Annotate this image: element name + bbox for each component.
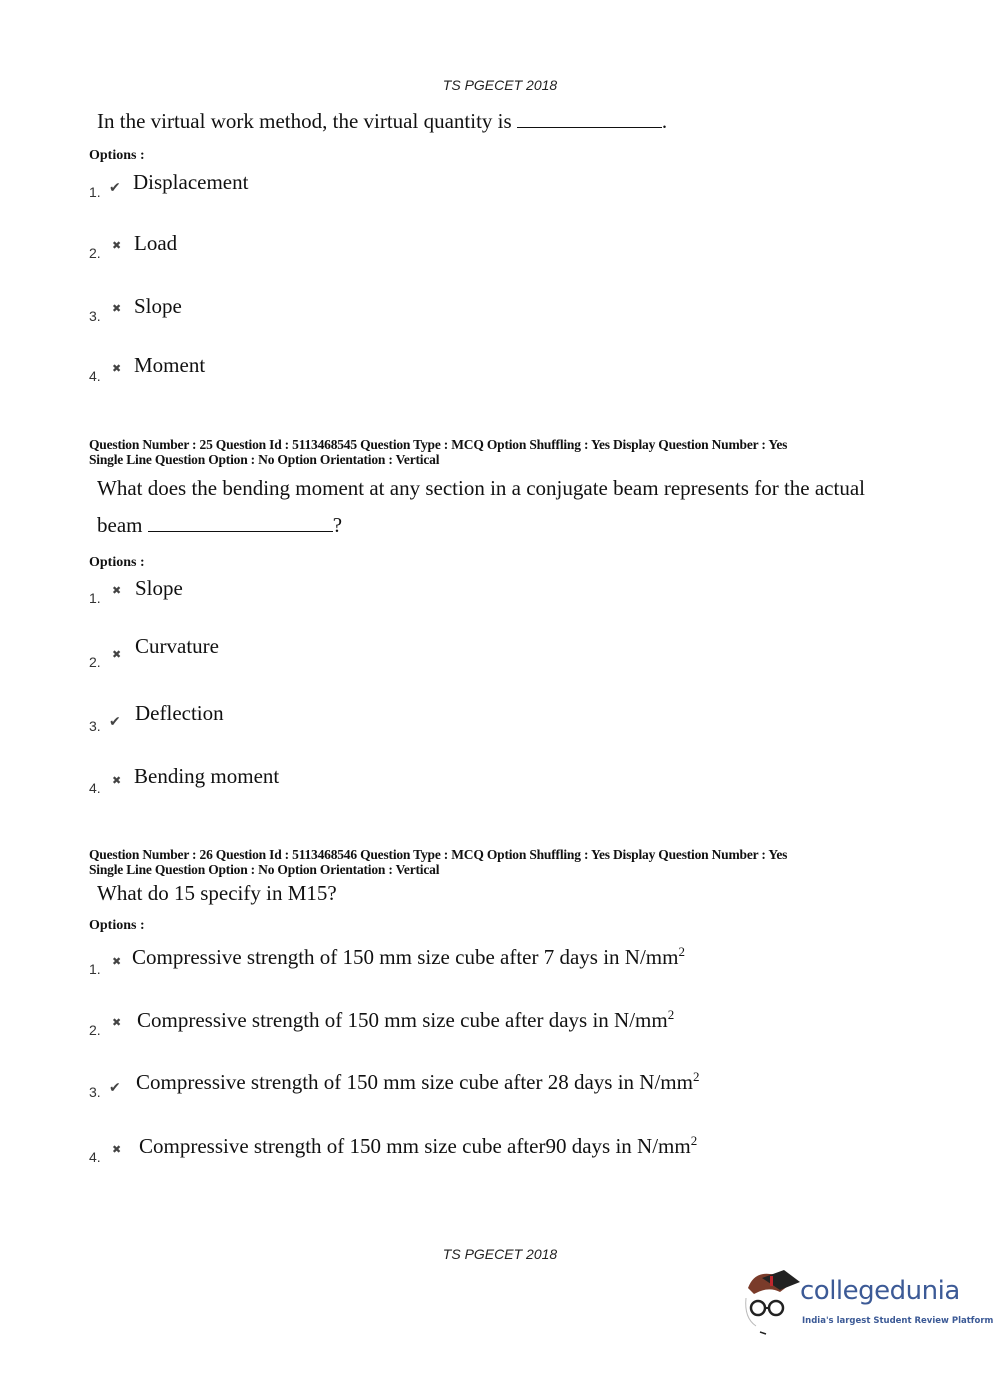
superscript: 2 (678, 944, 685, 959)
question-25-meta (89, 437, 787, 467)
option-text (135, 634, 219, 659)
meta-line: Single Line Question Option : No Option Orientation : Vertical (89, 452, 440, 467)
option-text (137, 1007, 674, 1033)
option-label: Slope (135, 576, 183, 600)
question-text: In the virtual work method, the virtual quantity is (97, 109, 512, 133)
option-text (133, 170, 248, 195)
option-number: 4. (89, 1149, 101, 1165)
meta-line: Question Number : 26 Question Id : 5113468546 Question Type : MCQ Option Shuffling : Yes Display Question Number : Yes (89, 847, 788, 862)
option-number: 4. (89, 368, 101, 384)
option-text (139, 1133, 697, 1159)
option-number: 3. (89, 718, 101, 734)
question-24-text (97, 109, 667, 134)
check-icon: ✔ (109, 714, 121, 730)
cross-icon: ✖ (112, 1016, 122, 1029)
option-label: Compressive strength of 150 mm size cube after 28 days in N/mm (136, 1070, 693, 1094)
option-4[interactable] (89, 1133, 889, 1173)
option-number: 1. (89, 590, 101, 606)
cross-icon: ✖ (112, 362, 122, 375)
option-number: 2. (89, 654, 101, 670)
option-label: Compressive strength of 150 mm size cube after90 days in N/mm (139, 1134, 691, 1158)
cross-icon: ✖ (112, 955, 122, 968)
option-number: 3. (89, 308, 101, 324)
logo-wordmark: collegedunia (800, 1276, 960, 1306)
option-3[interactable] (89, 701, 889, 741)
cross-icon: ✖ (112, 1143, 122, 1156)
option-label: Load (134, 231, 178, 255)
option-number: 2. (89, 245, 101, 261)
cross-icon: ✖ (112, 648, 122, 661)
option-text (136, 1069, 699, 1095)
option-4[interactable] (89, 353, 889, 393)
option-number: 2. (89, 1022, 101, 1038)
answer-blank (517, 126, 662, 128)
question-end: ? (332, 513, 343, 537)
option-number: 4. (89, 780, 101, 796)
collegedunia-logo (740, 1268, 994, 1338)
superscript: 2 (690, 1133, 698, 1148)
option-1[interactable] (89, 944, 889, 984)
option-text (135, 576, 183, 601)
option-3[interactable] (89, 1069, 889, 1109)
page-header: TS PGECET 2018 (442, 77, 558, 93)
options-label: Options : (89, 918, 145, 933)
question-26-text: What do 15 specify in M15? (97, 881, 337, 905)
answer-blank (148, 530, 333, 532)
cross-icon: ✖ (112, 239, 122, 252)
option-2[interactable] (89, 231, 889, 271)
option-text (134, 764, 279, 789)
cross-icon: ✖ (112, 774, 122, 787)
option-4[interactable] (89, 764, 889, 804)
option-text (135, 701, 224, 726)
page-footer: TS PGECET 2018 (442, 1246, 558, 1262)
option-text (132, 944, 685, 970)
check-icon: ✔ (109, 1080, 121, 1096)
option-label: Bending moment (134, 764, 280, 788)
option-2[interactable] (89, 634, 889, 674)
mascot-icon (740, 1268, 800, 1338)
cross-icon: ✖ (112, 302, 122, 315)
option-label: Compressive strength of 150 mm size cube after days in N/mm (137, 1008, 668, 1032)
check-icon: ✔ (109, 180, 121, 196)
option-text (134, 353, 205, 378)
options-label: Options : (89, 148, 145, 163)
option-3[interactable] (89, 294, 889, 334)
cross-icon: ✖ (112, 584, 122, 597)
option-label: Deflection (135, 701, 224, 725)
option-label: Displacement (133, 170, 249, 194)
options-label: Options : (89, 555, 145, 570)
option-text (134, 294, 182, 319)
option-label: Curvature (135, 634, 219, 658)
option-text (134, 231, 177, 256)
option-1[interactable] (89, 170, 889, 210)
question-25-text-line2 (97, 513, 342, 538)
meta-line: Single Line Question Option : No Option Orientation : Vertical (89, 862, 440, 877)
meta-line: Question Number : 25 Question Id : 5113468545 Question Type : MCQ Option Shuffling : Yes Display Question Number : Yes (89, 437, 788, 452)
option-number: 1. (89, 961, 101, 977)
superscript: 2 (692, 1069, 700, 1084)
question-text: beam (97, 513, 143, 537)
option-label: Compressive strength of 150 mm size cube after 7 days in N/mm (132, 945, 679, 969)
option-number: 3. (89, 1084, 101, 1100)
option-label: Moment (134, 353, 206, 377)
option-1[interactable] (89, 576, 889, 616)
option-2[interactable] (89, 1007, 889, 1047)
question-end: . (661, 109, 668, 133)
logo-tagline: India's largest Student Review Platform (802, 1316, 994, 1326)
superscript: 2 (667, 1007, 675, 1022)
question-26-meta (89, 847, 787, 877)
option-number: 1. (89, 184, 101, 200)
question-25-text-line1: What does the bending moment at any section in a conjugate beam represents for the actual (97, 476, 865, 500)
option-label: Slope (134, 294, 182, 318)
